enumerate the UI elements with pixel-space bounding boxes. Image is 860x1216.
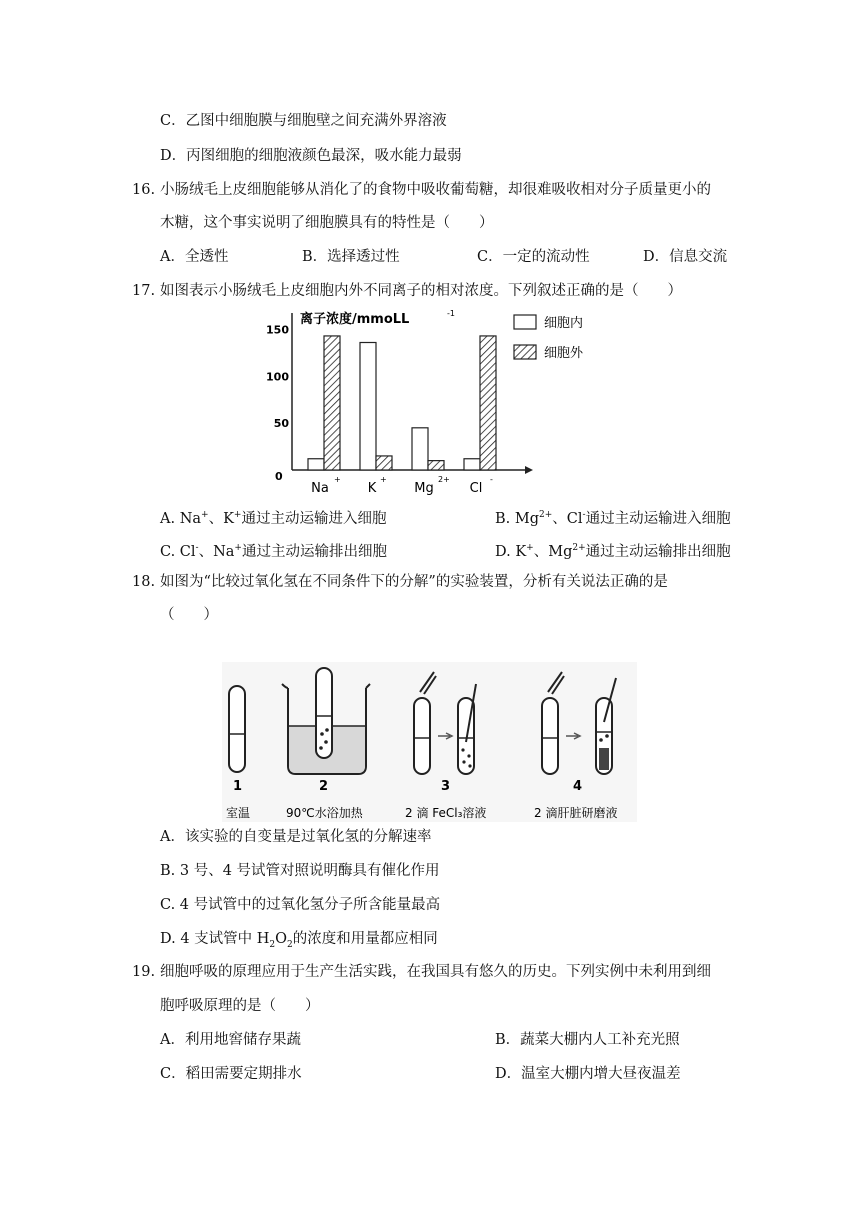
q19-stem-line2: 胞呼吸原理的是（ ） xyxy=(160,998,320,1014)
q16-stem-line2: 木糖，这个事实说明了细胞膜具有的特性是（ ） xyxy=(160,215,494,231)
x-tick-label: Mg xyxy=(414,481,434,496)
x-axis-arrow-icon xyxy=(525,466,533,474)
x-tick-label-sup: + xyxy=(334,475,341,484)
q18-option-c: C. 4 号试管中的过氧化氢分子所含能量最高 xyxy=(160,897,441,913)
q16-stem-line1: 小肠绒毛上皮细胞能够从消化了的食物中吸收葡萄糖，却很难吸收相对分子质量更小的 xyxy=(160,182,711,198)
q19-stem-line1: 细胞呼吸的原理应用于生产生活实践，在我国具有悠久的历史。下列实例中未利用到细 xyxy=(160,964,711,980)
bar-inside xyxy=(360,343,376,471)
x-tick-label-sup: - xyxy=(490,475,493,484)
tube-1-icon xyxy=(229,686,245,772)
tube-3-label: 2 滴 FeCl₃溶液 xyxy=(405,806,487,820)
tube-1-number: 1 xyxy=(233,779,243,794)
tube-2-label: 90℃水浴加热 xyxy=(286,806,363,820)
bar-outside xyxy=(376,456,392,470)
q18-number: 18. xyxy=(132,574,156,590)
q15-option-c: C．乙图中细胞膜与细胞壁之间充满外界溶液 xyxy=(160,113,447,129)
q19-option-d: D．温室大棚内增大昼夜温差 xyxy=(495,1066,681,1082)
q19-number: 19. xyxy=(132,964,156,980)
q17-number: 17. xyxy=(132,283,156,299)
x-tick-label: Cl xyxy=(469,481,483,496)
q17-option-c: C. Cl-、Na+通过主动运输排出细胞 xyxy=(160,543,387,560)
q16-option-d: D．信息交流 xyxy=(643,249,728,265)
ion-concentration-chart xyxy=(266,305,630,500)
q18-option-b: B. 3 号、4 号试管对照说明酶具有催化作用 xyxy=(160,863,440,879)
bar-inside xyxy=(464,459,480,470)
y-tick-label: 50 xyxy=(273,417,289,431)
bar-outside xyxy=(480,336,496,470)
x-tick-label: K xyxy=(367,481,377,496)
q16-option-a: A．全透性 xyxy=(160,249,229,265)
q16-option-c: C．一定的流动性 xyxy=(477,249,590,265)
q17-option-b: B. $Mg^{2+}$、Cl-通过主动运输进入细胞 xyxy=(495,510,731,527)
q16-option-b: B．选择透过性 xyxy=(302,249,400,265)
y-tick-label: 0 xyxy=(275,470,283,483)
bar-inside xyxy=(308,459,324,470)
q17-stem: 如图表示小肠绒毛上皮细胞内外不同离子的相对浓度。下列叙述正确的是（ ） xyxy=(160,283,682,299)
experiment-apparatus-figure xyxy=(222,662,637,822)
q18-option-a: A．该实验的自变量是过氧化氢的分解速率 xyxy=(160,829,432,845)
tube-4-label: 2 滴肝脏研磨液 xyxy=(534,806,618,820)
q17-option-d: D. K+、$Mg^{2+}$通过主动运输排出细胞 xyxy=(495,543,731,560)
q19-option-b: B．蔬菜大棚内人工补充光照 xyxy=(495,1032,680,1048)
bar-outside xyxy=(324,336,340,470)
legend-swatch-outside xyxy=(514,345,536,359)
tube-1-label: 室温 xyxy=(226,806,251,820)
tube-4-number: 4 xyxy=(573,779,583,794)
tube-2-number: 2 xyxy=(319,779,329,794)
q19-option-c: C．稻田需要定期排水 xyxy=(160,1066,302,1082)
q18-stem: 如图为“比较过氧化氢在不同条件下的分解”的实验装置，分析有关说法正确的是 xyxy=(160,574,668,590)
x-tick-label-sup: 2+ xyxy=(438,475,450,484)
bar-outside xyxy=(428,461,444,470)
legend-label-inside: 细胞内 xyxy=(544,316,584,331)
x-tick-label: Na xyxy=(311,481,329,496)
q16-number: 16. xyxy=(132,182,156,198)
y-axis-title: 离子浓度/mmoLL xyxy=(300,312,410,327)
legend-swatch-inside xyxy=(514,315,536,329)
q15-option-d: D．丙图细胞的细胞液颜色最深，吸水能力最弱 xyxy=(160,148,462,164)
y-tick-label: 100 xyxy=(266,370,289,384)
y-axis-title-unit-sup: -1 xyxy=(447,309,455,318)
bar-inside xyxy=(412,428,428,470)
legend-label-outside: 细胞外 xyxy=(544,346,584,361)
q18-option-d: D. 4 支试管中 $H_2O_2$的浓度和用量都应相同 xyxy=(160,931,438,950)
y-tick-label: 150 xyxy=(266,323,289,337)
q17-option-a: A. Na+、K+通过主动运输进入细胞 xyxy=(160,510,387,527)
q19-option-a: A．利用地窖储存果蔬 xyxy=(160,1032,301,1048)
q18-answer-paren: （ ） xyxy=(160,607,218,623)
x-tick-label-sup: + xyxy=(380,475,387,484)
tube-3-number: 3 xyxy=(441,779,451,794)
